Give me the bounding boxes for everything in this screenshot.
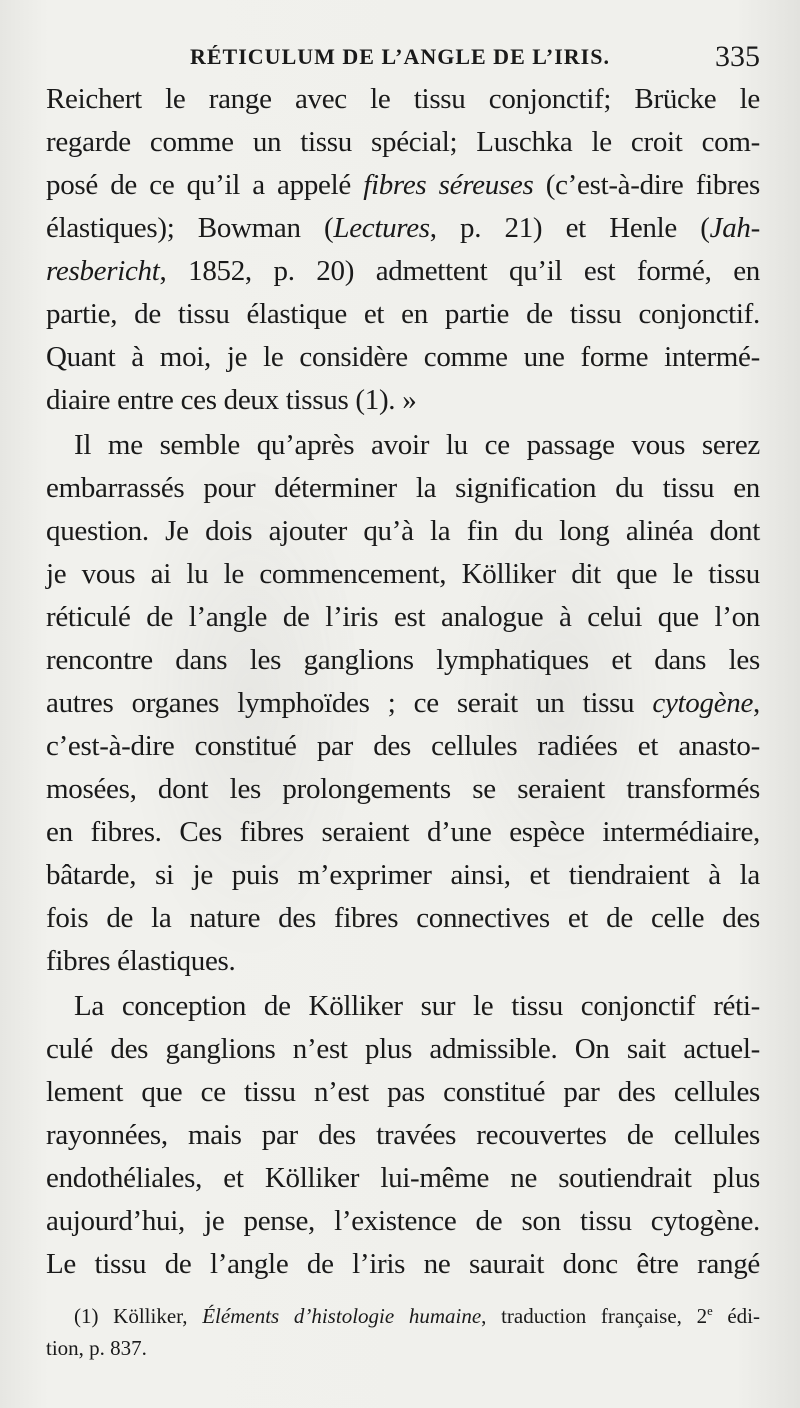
footnote-line bbox=[46, 1300, 760, 1332]
body-line bbox=[46, 510, 760, 553]
body-line-text: bâtarde, si je puis m’exprimer ainsi, et tiendraient à la bbox=[46, 859, 760, 891]
body-line bbox=[46, 897, 760, 940]
body-line-segment: , bbox=[753, 687, 760, 719]
footnote-line-segment: , traduction française, 2 bbox=[481, 1304, 708, 1328]
body-line-text: diaire entre ces deux tissus (1). » bbox=[46, 384, 417, 416]
body-line bbox=[46, 1200, 760, 1243]
body-line-text: partie, de tissu élastique et en partie de tissu conjonctif. bbox=[46, 298, 760, 330]
body-line bbox=[46, 467, 760, 510]
body-line bbox=[46, 725, 760, 768]
body-line-text: en fibres. Ces fibres seraient d’une espèce intermédiaire, bbox=[46, 816, 760, 848]
body-line-text: question. Je dois ajouter qu’à la fin du long alinéa dont bbox=[46, 515, 760, 547]
body-line bbox=[46, 768, 760, 811]
body-line-text: lement que ce tissu n’est pas constitué par des cellules bbox=[46, 1076, 760, 1108]
body-line bbox=[46, 78, 760, 121]
body-line-text: fois de la nature des fibres connectives et de celle des bbox=[46, 902, 760, 934]
running-title: RÉTICULUM DE L’ANGLE DE L’IRIS. bbox=[190, 44, 610, 69]
body-line-text: La conception de Kölliker sur le tissu conjonctif réti- bbox=[74, 990, 760, 1022]
body-line-segment: Jah- bbox=[709, 212, 760, 244]
body-line-text: rayonnées, mais par des travées recouvertes de cellules bbox=[46, 1119, 760, 1151]
body-line bbox=[46, 639, 760, 682]
body-line bbox=[46, 424, 760, 467]
body-line-text: embarrassés pour déterminer la signification du tissu en bbox=[46, 472, 760, 504]
body-line-segment: élastiques); Bowman ( bbox=[46, 212, 334, 244]
body-line-segment: , 1852, p. 20) admettent qu’il est formé, en bbox=[159, 255, 760, 287]
body-line bbox=[46, 379, 760, 422]
body-line-text: regarde comme un tissu spécial; Luschka le croit com- bbox=[46, 126, 760, 158]
footnote-line bbox=[46, 1332, 760, 1364]
footnote-line-segment: (1) Kölliker, bbox=[74, 1304, 203, 1328]
body-line bbox=[46, 207, 760, 250]
body-line-text: réticulé de l’angle de l’iris est analogue à celui que l’on bbox=[46, 601, 760, 633]
body-line-text: fibres élastiques. bbox=[46, 945, 236, 977]
body-line-segment: fibres séreuses bbox=[363, 169, 534, 201]
body-line bbox=[46, 293, 760, 336]
body-line-text: rencontre dans les ganglions lymphatiques et dans les bbox=[46, 644, 760, 676]
body-line-segment: resbericht bbox=[46, 255, 160, 287]
body-line bbox=[46, 553, 760, 596]
footnote-line-segment: e bbox=[707, 1304, 713, 1318]
body-line-text: je vous ai lu le commencement, Kölliker dit que le tissu bbox=[46, 558, 760, 590]
body-line bbox=[46, 985, 760, 1028]
body-line bbox=[46, 1028, 760, 1071]
body-line-segment: autres organes lymphoïdes ; ce serait un tissu bbox=[46, 687, 653, 719]
body-text bbox=[46, 78, 760, 1286]
body-line bbox=[46, 1243, 760, 1286]
body-line-text: mosées, dont les prolongements se seraient transformés bbox=[46, 773, 760, 805]
body-line bbox=[46, 250, 760, 293]
body-line-segment: Lectures bbox=[333, 212, 430, 244]
body-line-segment: , p. 21) et Henle ( bbox=[429, 212, 710, 244]
page-header bbox=[46, 40, 760, 76]
body-line-text: c’est-à-dire constitué par des cellules radiées et anasto- bbox=[46, 730, 760, 762]
body-line bbox=[46, 940, 760, 983]
body-line bbox=[46, 1114, 760, 1157]
body-line bbox=[46, 121, 760, 164]
body-line bbox=[46, 682, 760, 725]
footnote-line-segment: édi- bbox=[712, 1304, 760, 1328]
body-line bbox=[46, 1071, 760, 1114]
body-line-segment: cytogène bbox=[652, 687, 754, 719]
body-line bbox=[46, 1157, 760, 1200]
body-line bbox=[46, 854, 760, 897]
body-line-text: Quant à moi, je le considère comme une forme intermé- bbox=[46, 341, 760, 373]
footnote-line-segment: Éléments d’histologie humaine bbox=[202, 1304, 482, 1328]
body-line-text: culé des ganglions n’est plus admissible. On sait actuel- bbox=[46, 1033, 760, 1065]
body-line bbox=[46, 596, 760, 639]
body-line-text: aujourd’hui, je pense, l’existence de son tissu cytogène. bbox=[46, 1205, 760, 1237]
footnote-line-segment: tion, p. 837. bbox=[46, 1336, 147, 1360]
body-line-text: Reichert le range avec le tissu conjonctif; Brücke le bbox=[46, 83, 760, 115]
body-line bbox=[46, 336, 760, 379]
body-line-text: Il me semble qu’après avoir lu ce passage vous serez bbox=[74, 429, 760, 461]
body-line-text: endothéliales, et Kölliker lui-même ne soutiendrait plus bbox=[46, 1162, 760, 1194]
footnotes bbox=[46, 1300, 760, 1364]
body-line bbox=[46, 164, 760, 207]
body-line-segment: (c’est-à-dire fibres bbox=[533, 169, 760, 201]
page-number: 335 bbox=[715, 40, 760, 73]
body-line-text: Le tissu de l’angle de l’iris ne saurait donc être rangé bbox=[46, 1248, 760, 1280]
body-line bbox=[46, 811, 760, 854]
body-line-segment: posé de ce qu’il a appelé bbox=[46, 169, 364, 201]
